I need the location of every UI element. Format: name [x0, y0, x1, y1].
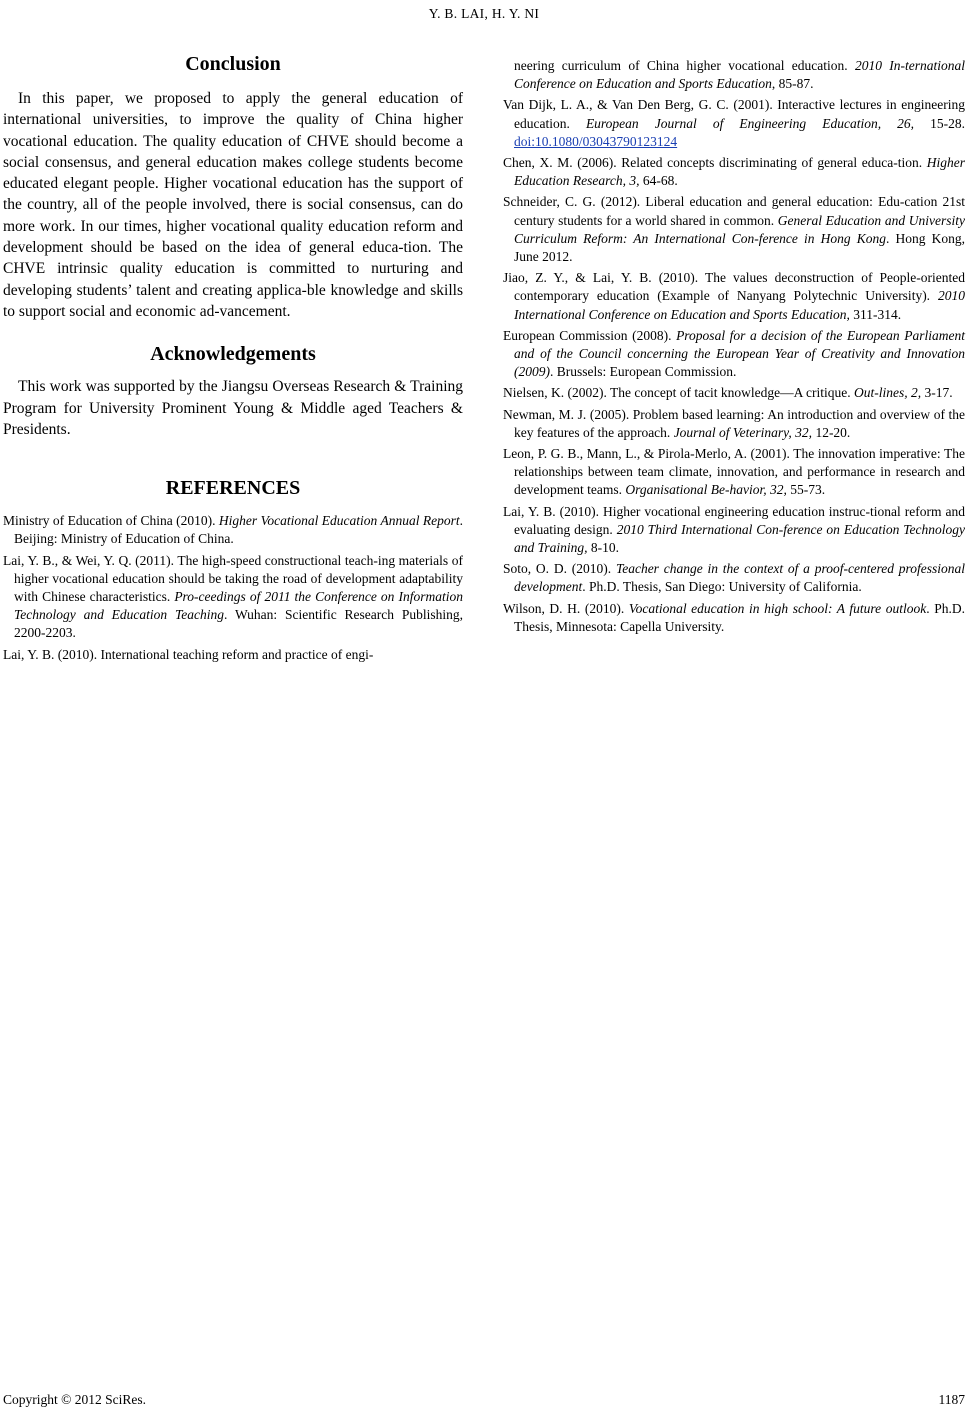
conclusion-text: In this paper, we proposed to apply the general education of international universities, to improve the quality of China higher vocational education. The quality education of CHVE should become a social consensus, and general education makes college students become educated elegant people. Higher vocational education has the support of the country, all of the people involved, there is social consensus, can do more work. In our times, higher vocational quality education reform and development should be based on the idea of general educa-tion. The CHVE intrinsic quality education is committed to nurturing and developing students’ talent and creating applica-ble knowledge and skills to support social and economic ad-vancement.: [3, 90, 463, 320]
references-list-left: [3, 512, 463, 664]
reference-item: Lai, Y. B. (2010). Higher vocational engineering education instruc-tional reform and evaluating design. 2010 Third International Con-ference on Education Technology and Training, 8-10.: [503, 503, 965, 556]
reference-item: Van Dijk, L. A., & Van Den Berg, G. C. (2001). Interactive lectures in engineering education. European Journal of Engineering Education, 26, 15-28. doi:10.1080/03043790123124: [503, 97, 965, 149]
references-heading: REFERENCES: [165, 477, 301, 500]
reference-item: Leon, P. G. B., Mann, L., & Pirola-Merlo, A. (2001). The innovation imperative: The relationships between team climate, innovation, and performance in research and development teams. Organisational Be-havior, 32, 55-73.: [503, 446, 965, 498]
reference-item: Ministry of Education of China (2010). Higher Vocational Education Annual Report. Beijing: Ministry of Education of China.: [3, 513, 463, 547]
footer-page-number: 1187: [938, 1392, 965, 1407]
right-column: [503, 57, 965, 639]
reference-item: Wilson, D. H. (2010). Vocational education in high school: A future outlook. Ph.D. Thesis, Minnesota: Capella University.: [503, 600, 965, 634]
reference-item: European Commission (2008). Proposal for a decision of the European Parliament and of the Council concerning the European Year of Creativity and Innovation (2009). Brussels: European Commission.: [503, 327, 965, 380]
reference-continuation: neering curriculum of China higher vocational education. 2010 In-ternational Conference on Education and Sports Education, 85-87.: [514, 58, 965, 92]
left-column: [3, 48, 463, 667]
running-header: Y. B. LAI, H. Y. NI: [428, 6, 540, 21]
reference-item: Newman, M. J. (2005). Problem based learning: An introduction and overview of the key features of the approach. Journal of Veterinary, 32, 12-20.: [503, 406, 965, 440]
reference-item: Chen, X. M. (2006). Related concepts discriminating of general educa-tion. Higher Education Research, 3, 64-68.: [503, 155, 965, 189]
reference-item: Schneider, C. G. (2012). Liberal education and general education: Edu-cation 21st century students for a world shared in common. General Education and University Curriculum Reform: An International Con-ference in Hong Kong. Hong Kong, June 2012.: [503, 194, 966, 265]
acknowledgements-heading: Acknowledgements: [150, 343, 316, 366]
conclusion-heading: Conclusion: [185, 53, 281, 75]
reference-item: Jiao, Z. Y., & Lai, Y. B. (2010). The values deconstruction of People-oriented contemporary education (Example of Nanyang Polytechnic University). 2010 International Conference on Education and Sports Education, 311-314.: [503, 270, 965, 322]
reference-item: Soto, O. D. (2010). Teacher change in the context of a proof-centered professional development. Ph.D. Thesis, San Diego: University of California.: [503, 561, 965, 595]
doi-link[interactable]: doi:10.1080/03043790123124: [514, 133, 678, 149]
reference-item: Lai, Y. B. (2010). International teaching reform and practice of engi-: [3, 646, 374, 662]
reference-item: Nielsen, K. (2002). The concept of tacit knowledge—A critique. Out-lines, 2, 3-17.: [503, 385, 953, 401]
reference-item: Lai, Y. B., & Wei, Y. Q. (2011). The high-speed constructional teach-ing materials of higher vocational education should be taking the road of development adaptability with Chinese characteristics. Pro-ceedings of 2011 the Conference on Information Technology and Education Teaching. Wuhan: Scientific Research Publishing, 2200-2203.: [3, 552, 463, 641]
footer-copyright: Copyright © 2012 SciRes.: [3, 1392, 147, 1407]
references-list-right: [503, 57, 965, 636]
acknowledgements-text: This work was supported by the Jiangsu Overseas Research & Training Program for University Prominent Young & Middle aged Teachers & Presidents.: [3, 378, 463, 438]
